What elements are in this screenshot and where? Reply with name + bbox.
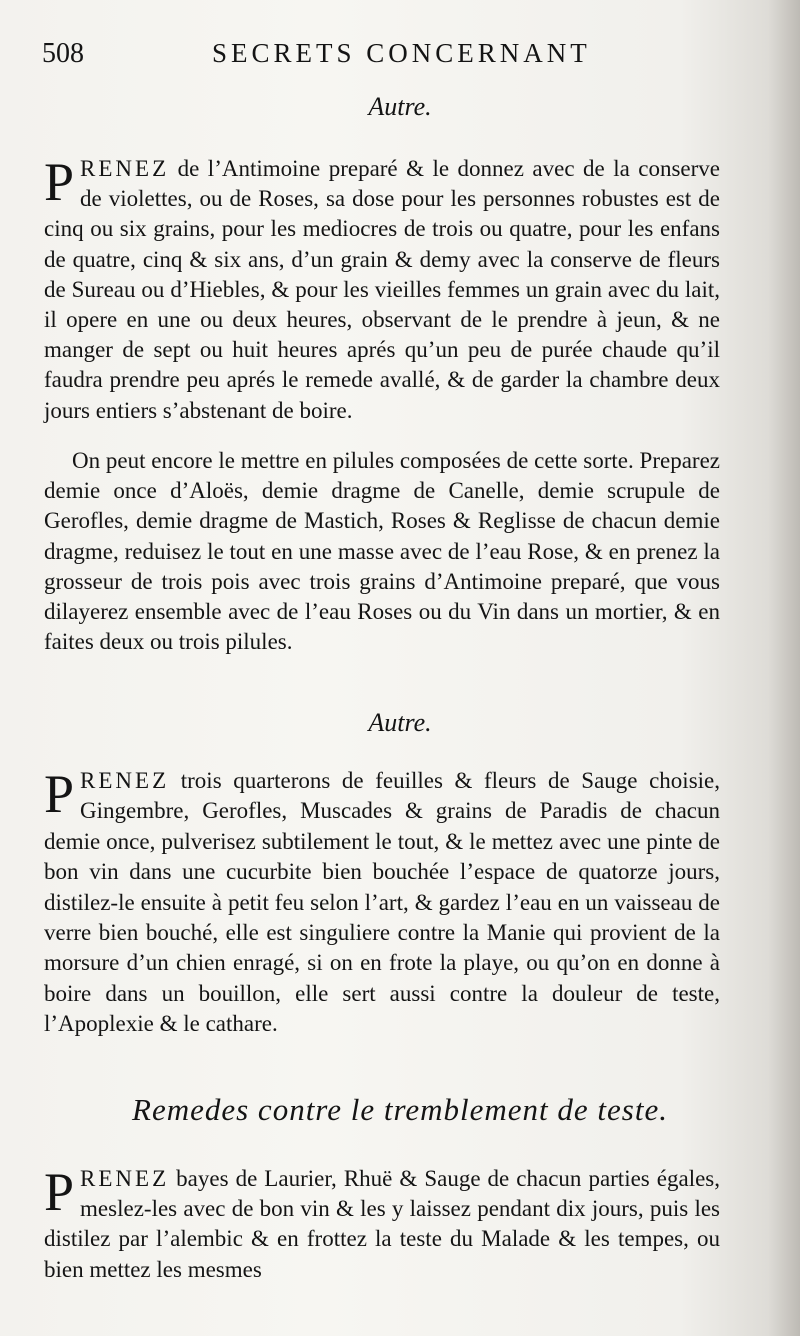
lead-word: RENEZ	[80, 156, 170, 181]
running-title: SECRETS CONCERNANT	[212, 38, 591, 68]
drop-capital: P	[44, 1162, 75, 1222]
drop-capital: P	[44, 152, 75, 212]
lead-word: RENEZ	[80, 768, 170, 793]
drop-capital: P	[44, 764, 75, 824]
paragraph-text: trois quarterons de feuilles & fleurs de Sauge choisie, Gingembre, Gerofles, Muscades & grains de Paradis de chacun demie once, pulverisez subtilement le tout, & le mettez avec une pinte de bon vin dans une cucurbite bien bouchée l’espace de quatorze jours, distilez-le ensuite à petit feu selon l’art, & gardez l’eau en un vaisseau de verre bien bouché, elle est singuliere contre la Manie qui provient de la morsure d’un chien enragé, si on en frote la playe, ou qu’on en donne à boire dans un bouillon, elle sert aussi contre la douleur de teste, l’Apoplexie & le cathare.	[44, 768, 720, 1037]
page-header	[40, 38, 780, 78]
paragraph-text: de l’Antimoine preparé & le donnez avec de la conserve de violettes, ou de Roses, sa dose pour les personnes robustes est de cinq ou six grains, pour les mediocres de trois ou quatre, pour les enfans de quatre, cinq & six ans, d’un grain & demy avec la conserve de fleurs de Sureau ou d’Hiebles, & pour les vieilles femmes un grain avec du lait, il opere en une ou deux heures, observant de le prendre à jeun, & ne manger de sept ou huit heures aprés qu’un peu de purée chaude qu’il faudra prendre peu aprés le remede avallé, & de garder la chambre deux jours entiers s’abstenant de boire.	[44, 156, 720, 423]
lead-word: RENEZ	[80, 1166, 170, 1191]
section-heading-autre-1: Autre.	[368, 92, 432, 121]
section-heading-autre-2: Autre.	[368, 708, 432, 737]
paragraph-text: bayes de Laurier, Rhuë & Sauge de chacun parties égales, meslez-les avec de bon vin & les y laissez pendant dix jours, puis les distilez par l’alembic & en frottez la teste du Malade & les tempes, ou bien mettez les mesmes	[44, 1166, 720, 1282]
page-number: 508	[42, 38, 84, 69]
paragraph-sauge	[44, 766, 720, 1040]
section-heading-tremblement: Remedes contre le tremblement de teste.	[132, 1092, 668, 1127]
paragraph-pilules: On peut encore le mettre en pilules composées de cette sorte. Preparez demie once d’Aloës, demie dragme de Canelle, demie scrupule de Gerofles, demie dragme de Mastich, Roses & Reglisse de chacun demie dragme, reduisez le tout en une masse avec de l’eau Rose, & en prenez la grosseur de trois pois avec trois grains d’Antimoine preparé, que vous dilayerez ensemble avec de l’eau Roses ou du Vin dans un mortier, & en faites deux ou trois pilules.	[44, 448, 720, 655]
paragraph-laurier	[44, 1164, 720, 1285]
paragraph-antimoine	[44, 154, 720, 426]
